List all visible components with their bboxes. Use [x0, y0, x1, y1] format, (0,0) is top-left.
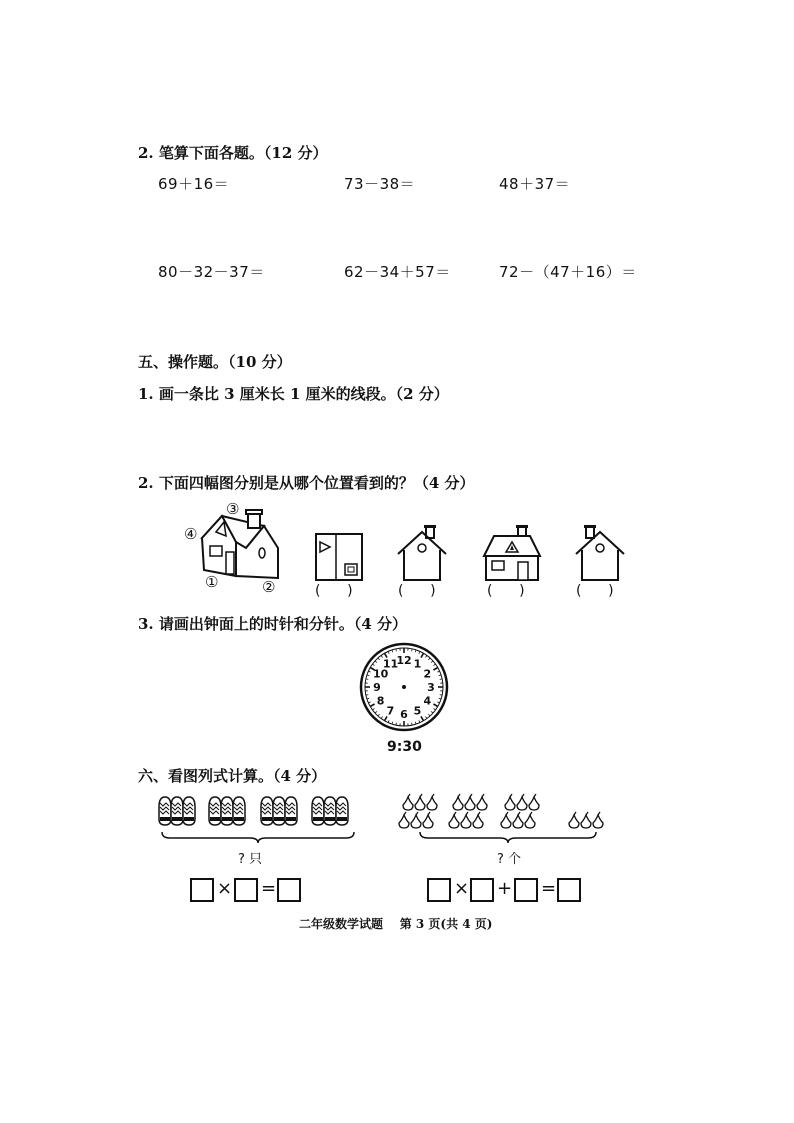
answer-paren-4[interactable]: ( )	[576, 583, 614, 599]
pear-icon	[529, 794, 539, 810]
clock-tick	[366, 679, 368, 680]
position-label-4: ④	[184, 525, 198, 543]
pear-icon	[449, 812, 459, 828]
answer-box-right-1[interactable]	[427, 878, 451, 902]
mitten-icon	[159, 797, 171, 825]
mitten-icon	[336, 797, 348, 825]
position-label-1: ①	[205, 573, 219, 591]
multiply-sign-left: ×	[217, 878, 233, 899]
expression-5: 62－34＋57＝	[344, 263, 451, 281]
clock-tick	[440, 679, 442, 680]
question-5-3: 3. 请画出钟面上的时针和分针。（4 分）	[138, 615, 408, 633]
section-6-title: 六、看图列式计算。（4 分）	[138, 767, 327, 785]
pear-icon	[505, 794, 515, 810]
mitten-icon	[221, 797, 233, 825]
pear-icon	[403, 794, 413, 810]
question-5-2: 2. 下面四幅图分别是从哪个位置看到的？（4 分）	[138, 474, 475, 492]
house-3d-figure	[180, 498, 300, 598]
clock-tick	[366, 695, 368, 696]
pear-icon	[427, 794, 437, 810]
plus-sign-right: +	[497, 878, 513, 899]
mitten-icon	[273, 797, 285, 825]
answer-box-left-3[interactable]	[277, 878, 301, 902]
answer-box-right-2[interactable]	[470, 878, 494, 902]
position-label-2: ②	[262, 578, 276, 596]
pear-icon	[513, 812, 523, 828]
mittens-illustration	[156, 793, 356, 833]
clock-number: 12	[396, 654, 412, 667]
left-brace	[160, 830, 356, 844]
clock-number: 10	[372, 667, 389, 681]
pear-icon	[411, 812, 421, 828]
clock-number: 3	[427, 681, 435, 694]
section-5-title: 五、操作题。（10 分）	[138, 353, 292, 371]
clock-number: 4	[423, 694, 432, 708]
pear-icon	[453, 794, 463, 810]
mitten-icon	[285, 797, 297, 825]
view-side-figure	[314, 532, 364, 582]
pear-icon	[593, 812, 603, 828]
pear-icon	[525, 812, 535, 828]
answer-box-left-1[interactable]	[190, 878, 214, 902]
right-brace	[418, 830, 598, 844]
expression-2: 73－38＝	[344, 175, 416, 193]
clock-number: 11	[382, 657, 399, 671]
answer-box-right-3[interactable]	[514, 878, 538, 902]
clock-dial	[359, 642, 449, 732]
pear-icon	[477, 794, 487, 810]
pear-icon	[399, 812, 409, 828]
expression-3: 48＋37＝	[499, 175, 571, 193]
clock-tick	[412, 649, 413, 651]
pear-icon	[569, 812, 579, 828]
mitten-icon	[183, 797, 195, 825]
equals-sign-right: =	[541, 878, 557, 899]
question-2-title: 2. 笔算下面各题。（12 分）	[138, 144, 328, 162]
pear-icon	[517, 794, 527, 810]
pear-icon	[581, 812, 591, 828]
pear-icon	[423, 812, 433, 828]
equals-sign-left: =	[261, 878, 277, 899]
pear-icon	[461, 812, 471, 828]
clock-number: 5	[413, 704, 422, 718]
clock-tick	[412, 723, 413, 725]
clock-number: 7	[386, 704, 395, 718]
view-front-round-window	[396, 524, 448, 582]
clock-number: 2	[423, 667, 432, 681]
pear-icon	[465, 794, 475, 810]
page-footer: 二年级数学试题 第 3 页(共 4 页)	[299, 917, 493, 931]
expression-6: 72－（47＋16）＝	[499, 263, 637, 281]
expression-1: 69＋16＝	[158, 175, 230, 193]
mitten-icon	[171, 797, 183, 825]
clock-time-label: 9:30	[387, 739, 422, 755]
view-front-door	[482, 524, 542, 582]
clock-tick	[396, 723, 397, 725]
answer-paren-1[interactable]: ( )	[315, 583, 353, 599]
view-back-round-window	[574, 524, 626, 582]
answer-paren-2[interactable]: ( )	[398, 583, 436, 599]
clock-tick	[440, 695, 442, 696]
mitten-icon	[324, 797, 336, 825]
clock-center-dot	[402, 685, 406, 689]
pear-icon	[501, 812, 511, 828]
pear-icon	[473, 812, 483, 828]
mitten-icon	[261, 797, 273, 825]
pears-illustration	[398, 793, 613, 833]
answer-box-right-4[interactable]	[557, 878, 581, 902]
clock-number: 6	[400, 708, 408, 721]
mitten-icon	[233, 797, 245, 825]
clock-face[interactable]	[359, 642, 449, 732]
left-question-label: ? 只	[238, 852, 263, 867]
mitten-icon	[209, 797, 221, 825]
position-label-3: ③	[226, 500, 240, 518]
multiply-sign-right: ×	[454, 878, 470, 899]
clock-number: 1	[413, 657, 422, 671]
expression-4: 80－32－37＝	[158, 263, 265, 281]
answer-box-left-2[interactable]	[234, 878, 258, 902]
answer-paren-3[interactable]: ( )	[487, 583, 525, 599]
pear-icon	[415, 794, 425, 810]
right-question-label: ? 个	[497, 852, 522, 867]
question-5-1: 1. 画一条比 3 厘米长 1 厘米的线段。（2 分）	[138, 385, 449, 403]
clock-number: 9	[373, 681, 381, 694]
mitten-icon	[312, 797, 324, 825]
clock-number: 8	[376, 694, 385, 708]
clock-tick	[396, 649, 397, 651]
